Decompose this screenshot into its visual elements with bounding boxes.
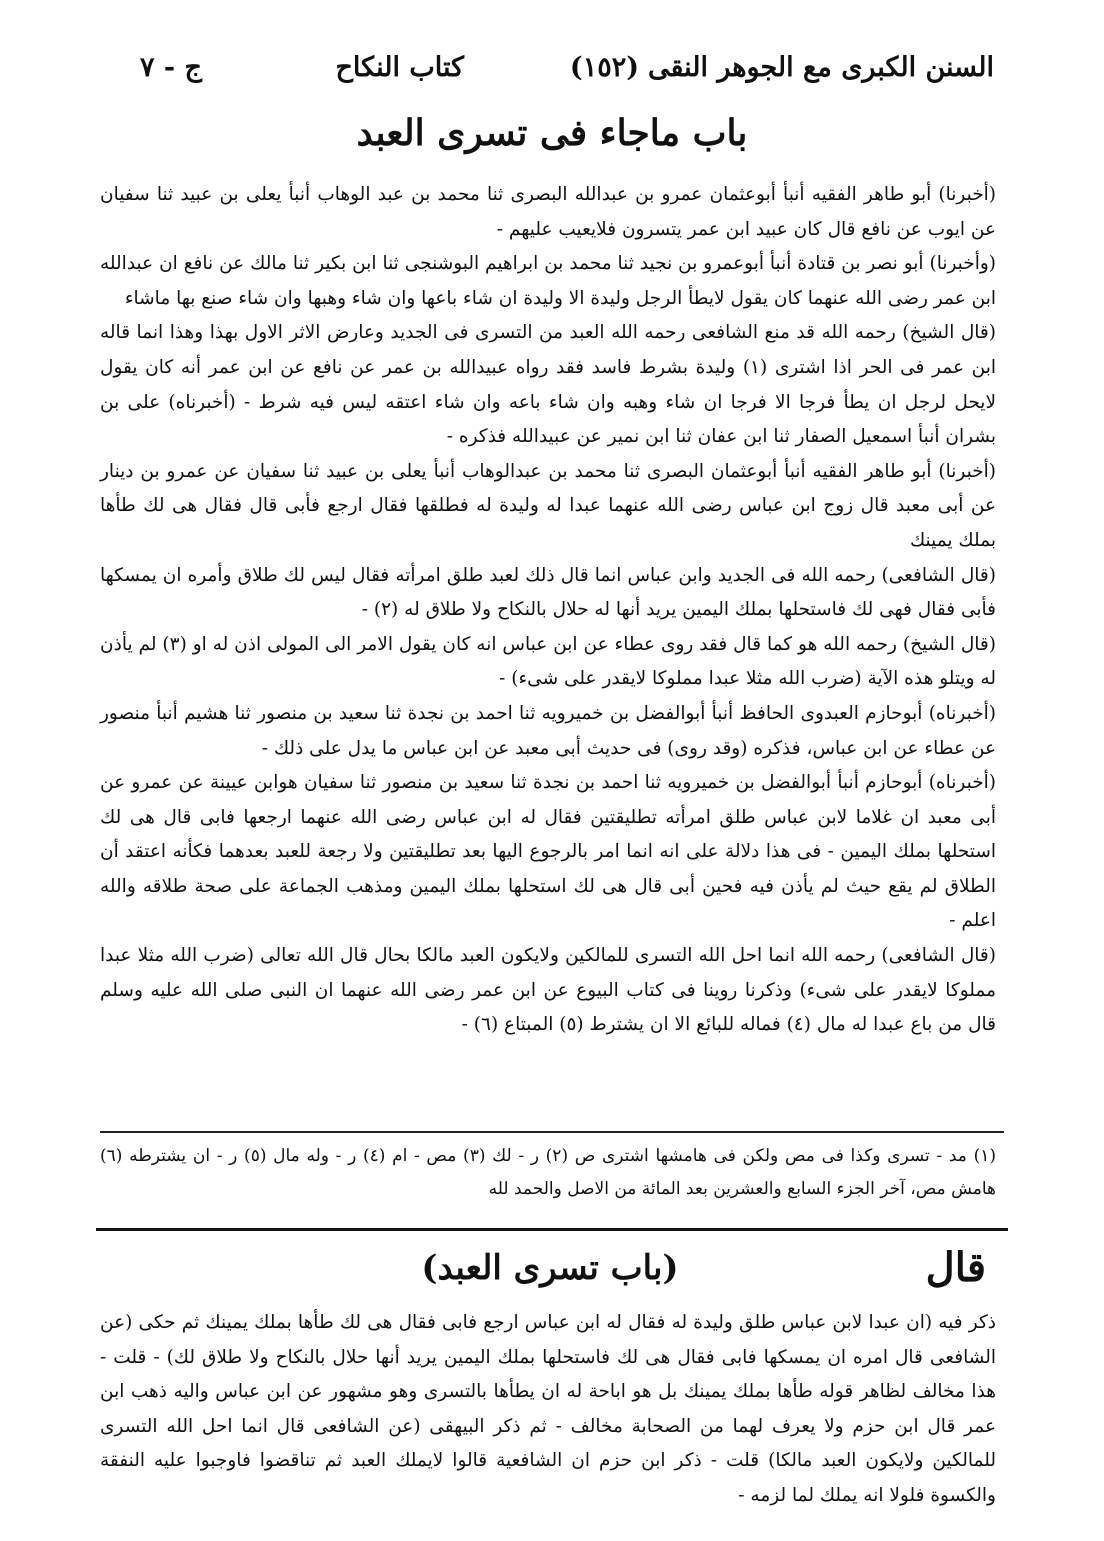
section-title: باب ماجاء فى تسرى العبد <box>356 112 748 154</box>
commentary-section-title: (باب تسرى العبد) <box>421 1248 679 1288</box>
header-page-number: (١٥٢) <box>569 52 639 83</box>
paragraph: (أخبرناه) أبوحازم أنبأ أبوالفضل بن خميرويه ثنا احمد بن نجدة ثنا سعيد بن منصور ثنا سفيان هوابن عيينة عن عمرو عن أبى معبد ان غلاما لابن عباس طلق امرأته تطليقتين فقال له ابن عباس رضى الله عنهما ارجعها فابى قال هى لك استحلها بملك اليمين - فى هذا دلالة على انه انما امر بالرجوع اليها بعد تطليقتين ولا رجعة للعبد بعدهما فكأنه اعتقد أن الطلاق لم يقع حيث لم يأذن فيه فحين أبى قال هى لك استحلها بملك اليمين ومذهب الجماعة على صحة طلاقه والله اعلم - <box>100 772 996 932</box>
header-volume: ج - ٧ <box>140 52 202 83</box>
footnote-divider <box>100 1131 1004 1133</box>
paragraph: (أخبرنا) أبو طاهر الفقيه أنبأ أبوعثمان عمرو بن عبدالله البصرى ثنا محمد بن عبد الوهاب أنبأ يعلى بن عبيد ثنا سفيان عن ايوب عن نافع قال كان عبيد ابن عمر يتسرون فلايعيب عليهم - <box>100 184 996 240</box>
page-header <box>110 52 994 102</box>
paragraph: (قال الشافعى) رحمه الله فى الجديد وابن عباس انما قال ذلك لعبد طلق امرأته فقال ليس لك طلاق وأمره ان يمسكها فأبى فقال فهى لك فاستحلها بملك اليمين يريد أنها له حلال بالنكاح ولا طلاق له (٢) - <box>100 564 996 621</box>
paragraph: (وأخبرنا) أبو نصر بن قتادة أنبأ أبوعمرو بن نجيد ثنا محمد بن ابراهيم البوشنجى ثنا ابن بكير ثنا مالك عن نافع ان عبدالله ابن عمر رضى الله عنهما كان يقول لايطأ الرجل وليدة الا وليدة ان شاء باعها وان شاء وهبها وان شاء صنع بها ماشاء <box>100 253 996 309</box>
commentary-text <box>100 1306 996 1514</box>
commentary-divider <box>96 1228 1008 1231</box>
paragraph: (أخبرناه) أبوحازم العبدوى الحافظ أنبأ أبوالفضل بن خميرويه ثنا احمد بن نجدة ثنا سعيد بن منصور ثنا هشيم أنبأ منصور عن عطاء عن ابن عباس، فذكره (وقد روى) فى حديث أبى معبد عن ابن عباس ما يدل على ذلك - <box>100 702 996 759</box>
main-text <box>100 178 996 1043</box>
paragraph: (قال الشافعى) رحمه الله انما احل الله التسرى للمالكين ولايكون العبد مالكا بحال قال الله تعالى (ضرب الله مثلا عبدا مملوكا لايقدر على شىء) وذكرنا روينا فى كتاب البيوع عن ابن عمر رضى الله عنهما ان النبى صلى الله عليه وسلم قال من باع عبدا له مال (٤) فماله للبائع الا ان يشترط (٥) المبتاع (٦) - <box>100 945 996 1036</box>
header-chapter: كتاب النكاح <box>335 52 464 83</box>
paragraph: (أخبرنا) أبو طاهر الفقيه أنبأ أبوعثمان البصرى ثنا محمد بن عبدالوهاب أنبأ يعلى بن عبيد ثنا سفيان عن عمرو بن دينار عن أبى معبد قال زوج ابن عباس رضى الله عنهما عبدا له وليدة له فطلقها فقال ارجع فأبى قال فقال هى لك طأها بملك يمينك <box>100 460 996 551</box>
footnotes: (١) مد - تسرى وكذا فى مص ولكن فى هامشها اشترى ص (٢) ر - لك (٣) مص - ام (٤) ر - وله مال (٥) ر - ان يشترطه (٦) هامش مص، آخر الجزء السابع والعشرين بعد المائة من الاصل والحمد لله <box>100 1146 997 1199</box>
commentary-paragraph: ذكر فيه (ان عبدا لابن عباس طلق وليدة له فقال له ابن عباس ارجع فابى فقال هى لك طأها بملك يمينك ثم حكى (عن الشافعى قال امره ان يمسكها فابى فقال هى لك فاستحلها بملك اليمين يريد أنها حلال بالنكاح ولا طلاق لك) - قلت - هذا مخالف لظاهر قوله طأها بملك يمينك بل هو اباحة له ان يطأها بالتسرى وهو مشهور عن ابن عباس واليه ذهب ابن عمر قال ابن حزم ولا يعرف لهما من الصحابة مخالف - ثم ذكر البيهقى (عن الشافعى قال انما احل الله التسرى للمالكين ولايكون العبد مالكا) قلت - ذكر ابن حزم ان الشافعية قالوا لايملك العبد ثم تناقضوا فاوجبوا عليه النفقة والكسوة فلولا انه يملك لما لزمه - <box>100 1312 996 1506</box>
paragraph: (قال الشيخ) رحمه الله قد منع الشافعى رحمه الله العبد من التسرى فى الجديد وعارض الاثر الاول بهذا وهذا انما قاله ابن عمر فى الحر اذا اشترى (١) وليدة بشرط فاسد فقد رواه عبيدالله بن عمر عن نافع عن ابن عمر أنه كان يقول لايحل لرجل ان يطأ فرجا الا فرجا ان شاء وهبه وان شاء باعه وان شاء اعتقه ليس فيه شرط - (أخبرناه) على بن بشران أنبأ اسمعيل الصفار ثنا ابن عفان ثنا ابن نمير عن عبيدالله فذكره - <box>100 322 996 448</box>
commentary-qala-label: قال <box>925 1244 986 1291</box>
paragraph: (قال الشيخ) رحمه الله هو كما قال فقد روى عطاء عن ابن عباس انه كان يقول الامر الى المولى اذن له او (٣) لم يأذن له ويتلو هذه الآية (ضرب الله مثلا عبدا مملوكا لايقدر على شىء) - <box>100 633 996 690</box>
header-book-title: السنن الكبرى مع الجوهر النقى <box>647 52 994 83</box>
